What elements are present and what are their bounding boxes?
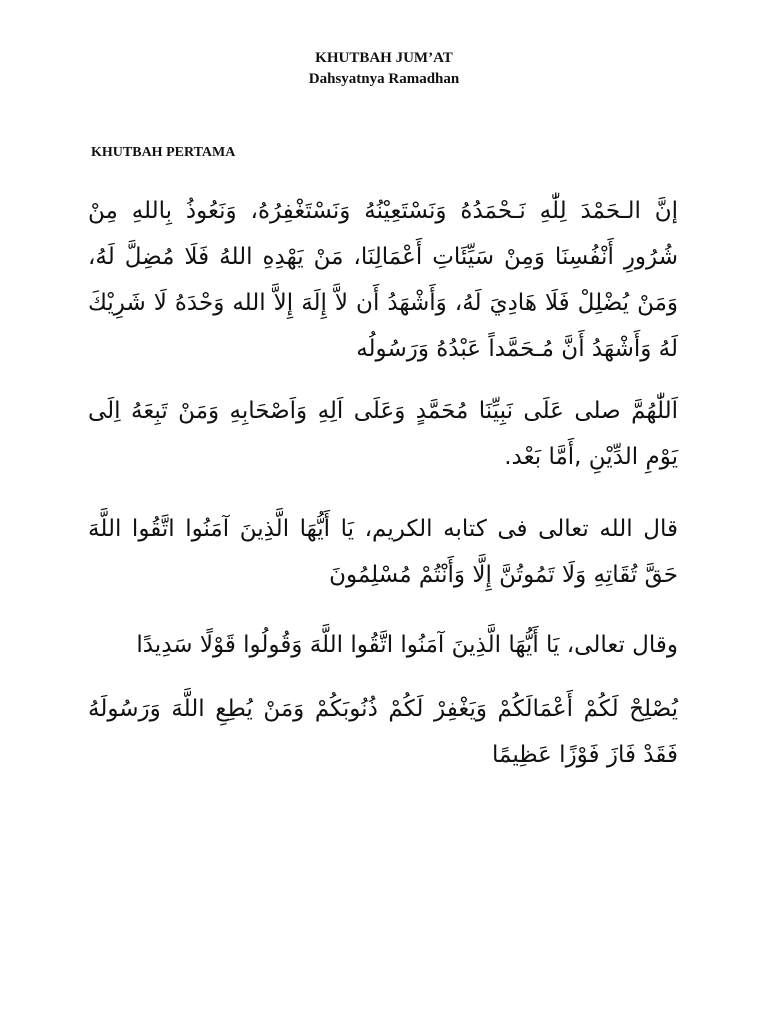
arabic-paragraph-quran-verse-2: وقال تعالى، يَا أَيُّهَا الَّذِينَ آمَنُوا اتَّقُوا اللَّهَ وَقُولُوا قَوْلًا سَدِيدًا — [136, 632, 678, 658]
arabic-paragraph-opening: إنَّ الـحَمْدَ لِلّٰهِ نَـحْمَدُهُ وَنَسْتَعِيْنُهُ وَنَسْتَغْفِرُهُ، وَنَعُوذُ بِاللهِ مِنْ شُرُورِ أَنْفُسِنَا وَمِنْ سَيِّئَاتِ أَعْمَالِنَا، مَنْ يَهْدِهِ اللهُ فَلَا مُضِلَّ لَهُ، وَمَنْ يُضْلِلْ فَلَا هَادِيَ لَهُ، وَأَشْهَدُ أَن لاَّ إِلَهَ إِلاَّ الله وَحْدَهُ لَا شَرِيْكَ لَهُ وَأَشْهَدُ أَنَّ مُـحَمَّداً عَبْدُهُ وَرَسُولُه — [88, 198, 678, 362]
section-heading: KHUTBAH PERTAMA — [91, 145, 236, 160]
arabic-paragraph-quran-verse-3: يُصْلِحْ لَكُمْ أَعْمَالَكُمْ وَيَغْفِرْ لَكُمْ ذُنُوبَكُمْ وَمَنْ يُطِعِ اللَّهَ وَرَسُولَهُ فَقَدْ فَازَ فَوْزًا عَظِيمًا — [88, 696, 678, 768]
arabic-paragraph-salawat: اَللّٰهُمَّ صلى عَلَى نَبِيِّنَا مُحَمَّدٍ وَعَلَى اَلِهِ وَاَصْحَابِهِ وَمَنْ تَبِعَهُ اِلَى يَوْمِ الدِّيْنِ ,أَمَّا بَعْد. — [88, 398, 678, 470]
document-title: KHUTBAH JUM’AT — [315, 50, 453, 66]
document-subtitle: Dahsyatnya Ramadhan — [308, 71, 460, 87]
arabic-paragraph-quran-verse-1: قال الله تعالى فى كتابه الكريم، يَا أَيُّهَا الَّذِينَ آمَنُوا اتَّقُوا اللَّهَ حَقَّ تُقَاتِهِ وَلَا تَمُوتُنَّ إِلَّا وَأَنْتُمْ مُسْلِمُونَ — [88, 516, 678, 588]
